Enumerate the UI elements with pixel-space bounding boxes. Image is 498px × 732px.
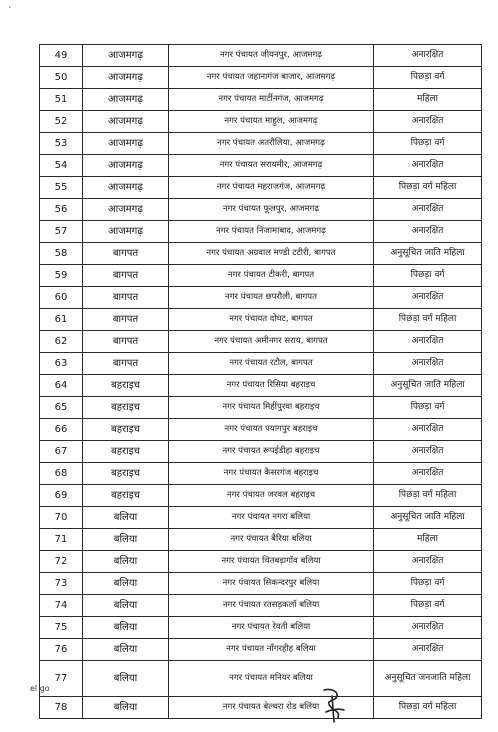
district-cell: आजमगढ़ [83,199,169,221]
reservation-category-cell: अनुसूचित जनजाति महिला [374,661,482,697]
serial-number-cell: 73 [40,573,83,595]
serial-number-cell: 64 [40,375,83,397]
serial-number-cell: 74 [40,595,83,617]
district-cell: बलिया [83,573,169,595]
district-cell: बलिया [83,507,169,529]
nagar-panchayat-cell: नगर पंचायत मिहींपुरवा बहराइच [169,397,374,419]
serial-number-cell: 49 [40,45,83,67]
serial-number-cell: 75 [40,617,83,639]
district-cell: बलिया [83,529,169,551]
nagar-panchayat-cell: नगर पंचायत बेल्थरा रोड बलिया [169,697,374,719]
nagar-panchayat-cell: नगर पंचायत कैसरगंज बहराइच [169,463,374,485]
nagar-panchayat-cell: नगर पंचायत अमीनगर सराय, बागपत [169,331,374,353]
district-cell: बहराइच [83,441,169,463]
district-cell: बागपत [83,309,169,331]
signature-mark [318,686,348,726]
nagar-panchayat-cell: नगर पंचायत टीकरी, बागपत [169,265,374,287]
district-cell: आजमगढ़ [83,177,169,199]
nagar-panchayat-cell: नगर पंचायत फूलपुर, आजमगढ़ [169,199,374,221]
reservation-category-cell: पिछड़ा वर्ग [374,397,482,419]
table-row [40,177,482,199]
nagar-panchayat-cell: नगर पंचायत बैरिया बलिया [169,529,374,551]
serial-number-cell: 59 [40,265,83,287]
nagar-panchayat-cell: नगर पंचायत रटौल, बागपत [169,353,374,375]
reservation-category-cell: अनुसूचित जाति महिला [374,243,482,265]
table-row [40,485,482,507]
serial-number-cell: 67 [40,441,83,463]
serial-number-cell: 61 [40,309,83,331]
table-row [40,463,482,485]
serial-number-cell: 76 [40,639,83,661]
table-row [40,331,482,353]
district-cell: आजमगढ़ [83,111,169,133]
serial-number-cell: 60 [40,287,83,309]
serial-number-cell: 70 [40,507,83,529]
district-cell: बलिया [83,551,169,573]
serial-number-cell: 72 [40,551,83,573]
table-row [40,265,482,287]
table-row [40,309,482,331]
district-cell: बलिया [83,617,169,639]
table-row [40,595,482,617]
serial-number-cell: 52 [40,111,83,133]
table-row [40,639,482,661]
table-row [40,155,482,177]
nagar-panchayat-cell: नगर पंचायत पयागपुर बहराइच [169,419,374,441]
table-row [40,573,482,595]
reservation-category-cell: अनारक्षित [374,287,482,309]
district-cell: बलिया [83,697,169,719]
serial-number-cell: 58 [40,243,83,265]
table-row [40,243,482,265]
district-cell: बागपत [83,243,169,265]
serial-number-cell: 50 [40,67,83,89]
top-mark: ` [8,6,12,15]
district-cell: आजमगढ़ [83,45,169,67]
district-cell: बागपत [83,353,169,375]
nagar-panchayat-cell: नगर पंचायत रतसड़कलॉ बलिया [169,595,374,617]
table-row [40,111,482,133]
reservation-category-cell: महिला [374,529,482,551]
reservation-category-cell: अनारक्षित [374,551,482,573]
reservation-category-cell: अनारक्षित [374,441,482,463]
serial-number-cell: 54 [40,155,83,177]
reservation-category-cell: अनारक्षित [374,221,482,243]
reservation-category-cell: पिछड़ा वर्ग [374,265,482,287]
reservation-category-cell: पिछड़ा वर्ग [374,67,482,89]
nagar-panchayat-cell: नगर पंचायत माहुल, आजमगढ़ [169,111,374,133]
district-cell: बहराइच [83,397,169,419]
district-cell: बहराइच [83,463,169,485]
district-cell: बहराइच [83,485,169,507]
reservation-category-cell: अनुसूचित जाति महिला [374,375,482,397]
reservation-category-cell: अनारक्षित [374,111,482,133]
district-cell: आजमगढ़ [83,133,169,155]
reservation-category-cell: अनारक्षित [374,353,482,375]
reservation-category-cell: अनारक्षित [374,155,482,177]
reservation-category-cell: पिछड़ा वर्ग महिला [374,309,482,331]
nagar-panchayat-cell: नगर पंचायत निजामाबाद, आजमगढ़ [169,221,374,243]
nagar-panchayat-cell: नगर पंचायत छपरौली, बागपत [169,287,374,309]
nagar-panchayat-cell: नगर पंचायत चितबड़ागॉव बलिया [169,551,374,573]
district-cell: बलिया [83,661,169,697]
serial-number-cell: 65 [40,397,83,419]
reservation-category-cell: पिछड़ा वर्ग महिला [374,177,482,199]
nagar-panchayat-cell: नगर पंचायत अतरौलिया, आजमगढ़ [169,133,374,155]
serial-number-cell: 69 [40,485,83,507]
table-row [40,529,482,551]
district-cell: बागपत [83,287,169,309]
nagar-panchayat-cell: नगर पंचायत नगरा बलिया [169,507,374,529]
district-cell: आजमगढ़ [83,89,169,111]
table-body [40,45,482,719]
nagar-panchayat-cell: नगर पंचायत रिसिया बहराइच [169,375,374,397]
nagar-panchayat-cell: नगर पंचायत जीयनपुर, आजमगढ़ [169,45,374,67]
serial-number-cell: 66 [40,419,83,441]
table-row [40,45,482,67]
nagar-panchayat-cell: नगर पंचायत मार्टीनगंज, आजमगढ़ [169,89,374,111]
reservation-category-cell: अनारक्षित [374,331,482,353]
table-row [40,617,482,639]
serial-number-cell: 55 [40,177,83,199]
serial-number-cell: 68 [40,463,83,485]
table-row [40,353,482,375]
district-cell: बलिया [83,639,169,661]
reservation-category-cell: पिछड़ा वर्ग [374,573,482,595]
nagar-panchayat-cell: नगर पंचायत मनियर बलिया [169,661,374,697]
reservation-category-cell: अनारक्षित [374,45,482,67]
district-cell: आजमगढ़ [83,155,169,177]
reservation-category-cell: अनारक्षित [374,639,482,661]
nagar-panchayat-cell: नगर पंचायत सरायमीर, आजमगढ़ [169,155,374,177]
reservation-category-cell: अनारक्षित [374,617,482,639]
table-row [40,441,482,463]
table-row [40,287,482,309]
table-row [40,551,482,573]
table-row [40,697,482,719]
footer-note: el go [30,684,50,693]
table-row [40,397,482,419]
district-cell: बागपत [83,331,169,353]
reservation-category-cell: पिछड़ा वर्ग [374,133,482,155]
nagar-panchayat-cell: नगर पंचायत दोघट, बागपत [169,309,374,331]
nagar-panchayat-cell: नगर पंचायत रूपईडीहा बहराइच [169,441,374,463]
district-cell: बागपत [83,265,169,287]
serial-number-cell: 71 [40,529,83,551]
nagar-panchayat-cell: नगर पंचायत जहानागंज बाजार, आजमगढ़ [169,67,374,89]
reservation-category-cell: अनारक्षित [374,463,482,485]
nagar-panchayat-cell: नगर पंचायत नॉंगरहीह बलिया [169,639,374,661]
nagar-panchayat-cell: नगर पंचायत अग्रवाल मण्डी टटीरी, बागपत [169,243,374,265]
reservation-category-cell: पिछड़ा वर्ग महिला [374,697,482,719]
reservation-category-cell: अनारक्षित [374,199,482,221]
nagar-panchayat-cell: नगर पंचायत जरवल बहराइच [169,485,374,507]
district-cell: आजमगढ़ [83,67,169,89]
table-row [40,89,482,111]
reservation-category-cell: महिला [374,89,482,111]
district-cell: आजमगढ़ [83,221,169,243]
reservation-category-cell: अनुसूचित जाति महिला [374,507,482,529]
reservation-category-cell: पिछड़ा वर्ग महिला [374,485,482,507]
nagar-panchayat-cell: नगर पंचायत रेवती बलिया [169,617,374,639]
reservation-table [39,44,482,719]
table-row [40,507,482,529]
serial-number-cell: 51 [40,89,83,111]
table-row [40,419,482,441]
serial-number-cell: 57 [40,221,83,243]
reservation-category-cell: अनारक्षित [374,419,482,441]
district-cell: बहराइच [83,375,169,397]
table-row [40,67,482,89]
serial-number-cell: 56 [40,199,83,221]
serial-number-cell: 77 [40,661,83,697]
district-cell: बहराइच [83,419,169,441]
nagar-panchayat-cell: नगर पंचायत सिकन्दरपुर बलिया [169,573,374,595]
reservation-category-cell: पिछड़ा वर्ग [374,595,482,617]
serial-number-cell: 63 [40,353,83,375]
table-row [40,375,482,397]
serial-number-cell: 62 [40,331,83,353]
table-row [40,661,482,697]
nagar-panchayat-cell: नगर पंचायत महराजगंज, आजमगढ़ [169,177,374,199]
table-row [40,221,482,243]
table-row [40,133,482,155]
serial-number-cell: 78 [40,697,83,719]
district-cell: बलिया [83,595,169,617]
table-row [40,199,482,221]
serial-number-cell: 53 [40,133,83,155]
